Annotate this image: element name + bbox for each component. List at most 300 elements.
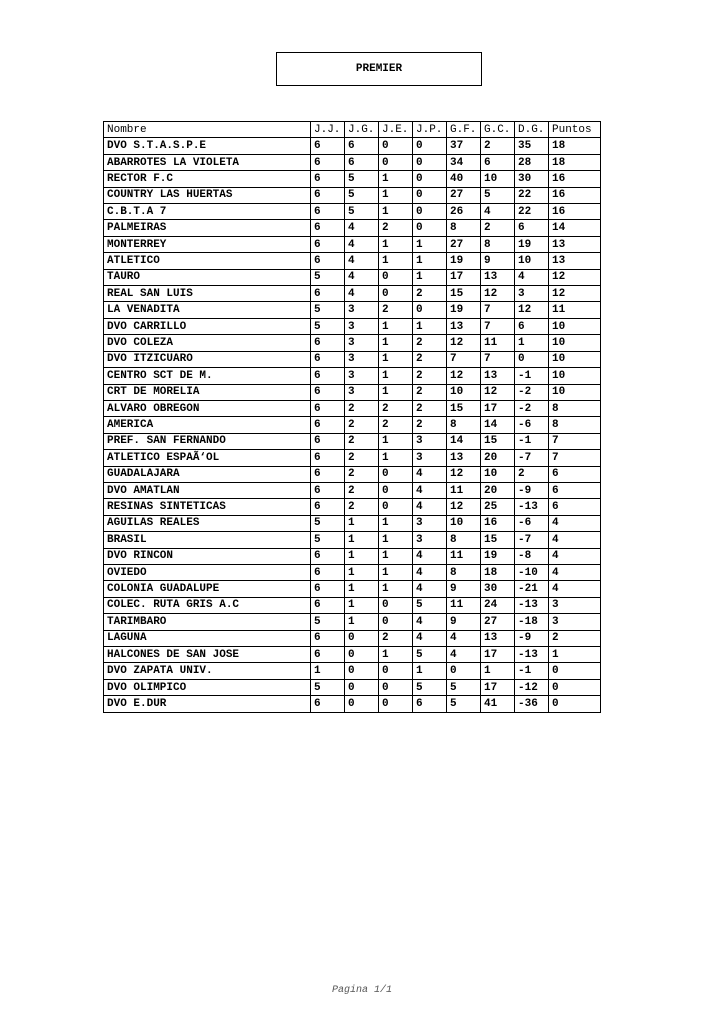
table-header-row — [104, 122, 601, 138]
stat-cell: 12 — [481, 286, 515, 302]
stat-cell: 2 — [413, 286, 447, 302]
stat-cell: 0 — [345, 679, 379, 695]
stat-cell: 2 — [345, 417, 379, 433]
stat-cell: 11 — [447, 548, 481, 564]
stat-cell: 10 — [447, 515, 481, 531]
stat-cell: 6 — [311, 138, 345, 154]
stat-cell: 2 — [345, 482, 379, 498]
team-name-cell: DVO E.DUR — [104, 696, 311, 712]
table-row — [104, 532, 601, 548]
stat-cell: 13 — [481, 368, 515, 384]
table-row — [104, 138, 601, 154]
table-row — [104, 318, 601, 334]
stat-cell: 5 — [413, 647, 447, 663]
stat-cell: 5 — [311, 679, 345, 695]
stat-cell: 2 — [345, 400, 379, 416]
stat-cell: 8 — [447, 532, 481, 548]
table-row — [104, 335, 601, 351]
team-name-cell: DVO CARRILLO — [104, 318, 311, 334]
stat-cell: 0 — [549, 696, 601, 712]
team-name-cell: DVO ZAPATA UNIV. — [104, 663, 311, 679]
stat-cell: 14 — [447, 433, 481, 449]
column-header: J.E. — [379, 122, 413, 138]
stat-cell: 5 — [311, 302, 345, 318]
stat-cell: -18 — [515, 614, 549, 630]
table-row — [104, 269, 601, 285]
stat-cell: 10 — [481, 171, 515, 187]
stat-cell: 1 — [413, 663, 447, 679]
stat-cell: 2 — [413, 384, 447, 400]
stat-cell: 13 — [481, 269, 515, 285]
stat-cell: 11 — [447, 482, 481, 498]
stat-cell: 4 — [549, 515, 601, 531]
stat-cell: 2 — [413, 400, 447, 416]
stat-cell: 6 — [549, 466, 601, 482]
stat-cell: 6 — [311, 335, 345, 351]
team-name-cell: DVO S.T.A.S.P.E — [104, 138, 311, 154]
stat-cell: 2 — [481, 220, 515, 236]
team-name-cell: CENTRO SCT DE M. — [104, 368, 311, 384]
stat-cell: 17 — [481, 400, 515, 416]
stat-cell: 6 — [311, 630, 345, 646]
stat-cell: -12 — [515, 679, 549, 695]
team-name-cell: COLONIA GUADALUPE — [104, 581, 311, 597]
column-header: G.C. — [481, 122, 515, 138]
stat-cell: 1 — [549, 647, 601, 663]
stat-cell: 6 — [311, 236, 345, 252]
stat-cell: 0 — [379, 286, 413, 302]
stat-cell: 9 — [447, 581, 481, 597]
stat-cell: 0 — [413, 171, 447, 187]
table-row — [104, 286, 601, 302]
stat-cell: 6 — [311, 204, 345, 220]
stat-cell: 16 — [549, 171, 601, 187]
stat-cell: 4 — [549, 532, 601, 548]
stat-cell: 1 — [379, 647, 413, 663]
stat-cell: 4 — [549, 548, 601, 564]
table-row — [104, 663, 601, 679]
stat-cell: -13 — [515, 647, 549, 663]
stat-cell: 0 — [345, 663, 379, 679]
stat-cell: 19 — [447, 302, 481, 318]
stat-cell: 7 — [481, 302, 515, 318]
stat-cell: 3 — [413, 532, 447, 548]
stat-cell: 9 — [481, 253, 515, 269]
stat-cell: 18 — [481, 564, 515, 580]
stat-cell: 3 — [345, 351, 379, 367]
stat-cell: 6 — [345, 154, 379, 170]
stat-cell: 2 — [345, 450, 379, 466]
stat-cell: 4 — [515, 269, 549, 285]
stat-cell: 10 — [515, 253, 549, 269]
team-name-cell: ATLETICO ESPAÃ‘OL — [104, 450, 311, 466]
team-name-cell: PREF. SAN FERNANDO — [104, 433, 311, 449]
stat-cell: 5 — [311, 269, 345, 285]
stat-cell: 4 — [413, 581, 447, 597]
stat-cell: 6 — [311, 433, 345, 449]
team-name-cell: LA VENADITA — [104, 302, 311, 318]
table-row — [104, 548, 601, 564]
team-name-cell: OVIEDO — [104, 564, 311, 580]
page-title: PREMIER — [276, 52, 482, 86]
stat-cell: -7 — [515, 532, 549, 548]
stat-cell: 16 — [549, 204, 601, 220]
stat-cell: 28 — [515, 154, 549, 170]
stat-cell: 6 — [311, 368, 345, 384]
stat-cell: 19 — [515, 236, 549, 252]
stat-cell: 11 — [447, 597, 481, 613]
team-name-cell: C.B.T.A 7 — [104, 204, 311, 220]
stat-cell: 10 — [549, 368, 601, 384]
stat-cell: 1 — [379, 450, 413, 466]
stat-cell: 6 — [311, 171, 345, 187]
stat-cell: 1 — [379, 171, 413, 187]
page-footer: Pagina 1/1 — [331, 985, 392, 996]
stat-cell: 0 — [413, 302, 447, 318]
stat-cell: -13 — [515, 499, 549, 515]
table-row — [104, 253, 601, 269]
stat-cell: 6 — [311, 400, 345, 416]
stat-cell: 0 — [413, 138, 447, 154]
stat-cell: 2 — [413, 368, 447, 384]
column-header: J.J. — [311, 122, 345, 138]
stat-cell: 1 — [379, 581, 413, 597]
stat-cell: 30 — [481, 581, 515, 597]
stat-cell: 0 — [379, 679, 413, 695]
stat-cell: 3 — [345, 335, 379, 351]
stat-cell: 2 — [379, 417, 413, 433]
stat-cell: 13 — [447, 450, 481, 466]
stat-cell: 8 — [447, 220, 481, 236]
stat-cell: 1 — [379, 318, 413, 334]
stat-cell: 1 — [311, 663, 345, 679]
stat-cell: 6 — [311, 466, 345, 482]
stat-cell: 5 — [413, 597, 447, 613]
stat-cell: 4 — [549, 581, 601, 597]
stat-cell: -7 — [515, 450, 549, 466]
column-header: J.P. — [413, 122, 447, 138]
stat-cell: 4 — [413, 466, 447, 482]
stat-cell: 1 — [379, 532, 413, 548]
stat-cell: 0 — [345, 696, 379, 712]
stat-cell: 3 — [345, 302, 379, 318]
stat-cell: 3 — [413, 433, 447, 449]
stat-cell: 7 — [481, 318, 515, 334]
table-row — [104, 679, 601, 695]
stat-cell: 0 — [413, 187, 447, 203]
table-row — [104, 236, 601, 252]
table-row — [104, 647, 601, 663]
stat-cell: 5 — [311, 614, 345, 630]
team-name-cell: LAGUNA — [104, 630, 311, 646]
stat-cell: 6 — [311, 220, 345, 236]
stat-cell: 1 — [345, 581, 379, 597]
stat-cell: 5 — [311, 532, 345, 548]
stat-cell: 3 — [345, 368, 379, 384]
stat-cell: 1 — [379, 515, 413, 531]
stat-cell: 1 — [379, 368, 413, 384]
stat-cell: 1 — [413, 236, 447, 252]
team-name-cell: DVO ITZICUARO — [104, 351, 311, 367]
stat-cell: 0 — [345, 630, 379, 646]
team-name-cell: TAURO — [104, 269, 311, 285]
stat-cell: 12 — [447, 335, 481, 351]
stat-cell: 16 — [549, 187, 601, 203]
team-name-cell: GUADALAJARA — [104, 466, 311, 482]
table-row — [104, 171, 601, 187]
stat-cell: 3 — [549, 614, 601, 630]
team-name-cell: AGUILAS REALES — [104, 515, 311, 531]
table-row — [104, 433, 601, 449]
stat-cell: 13 — [549, 253, 601, 269]
stat-cell: 12 — [549, 286, 601, 302]
stat-cell: -21 — [515, 581, 549, 597]
stat-cell: 4 — [345, 236, 379, 252]
stat-cell: 2 — [481, 138, 515, 154]
stat-cell: 6 — [413, 696, 447, 712]
table-row — [104, 368, 601, 384]
column-header: G.F. — [447, 122, 481, 138]
stat-cell: 0 — [379, 269, 413, 285]
stat-cell: 35 — [515, 138, 549, 154]
stat-cell: 1 — [413, 253, 447, 269]
team-name-cell: TARIMBARO — [104, 614, 311, 630]
stat-cell: 6 — [311, 564, 345, 580]
stat-cell: -13 — [515, 597, 549, 613]
stat-cell: 1 — [379, 187, 413, 203]
stat-cell: -6 — [515, 417, 549, 433]
stat-cell: 0 — [447, 663, 481, 679]
team-name-cell: REAL SAN LUIS — [104, 286, 311, 302]
stat-cell: -6 — [515, 515, 549, 531]
stat-cell: 1 — [481, 663, 515, 679]
table-row — [104, 597, 601, 613]
team-name-cell: ALVARO OBREGON — [104, 400, 311, 416]
stat-cell: 7 — [549, 433, 601, 449]
stat-cell: 12 — [447, 368, 481, 384]
stat-cell: 15 — [447, 400, 481, 416]
stat-cell: 6 — [481, 154, 515, 170]
stat-cell: 4 — [345, 220, 379, 236]
stat-cell: 0 — [379, 499, 413, 515]
column-header: Puntos — [549, 122, 601, 138]
stat-cell: 4 — [481, 204, 515, 220]
stat-cell: 1 — [515, 335, 549, 351]
stat-cell: 17 — [447, 269, 481, 285]
table-row — [104, 187, 601, 203]
stat-cell: 1 — [379, 204, 413, 220]
stat-cell: 5 — [311, 515, 345, 531]
stat-cell: 1 — [379, 236, 413, 252]
standings-table — [103, 121, 601, 713]
stat-cell: 4 — [413, 499, 447, 515]
stat-cell: 6 — [311, 548, 345, 564]
stat-cell: 6 — [311, 154, 345, 170]
table-row — [104, 696, 601, 712]
stat-cell: 2 — [413, 351, 447, 367]
stat-cell: 6 — [311, 597, 345, 613]
stat-cell: -1 — [515, 368, 549, 384]
stat-cell: 5 — [345, 204, 379, 220]
team-name-cell: CRT DE MORELIA — [104, 384, 311, 400]
stat-cell: 3 — [345, 384, 379, 400]
stat-cell: 2 — [345, 499, 379, 515]
stat-cell: 19 — [481, 548, 515, 564]
table-row — [104, 351, 601, 367]
stat-cell: 13 — [481, 630, 515, 646]
stat-cell: 0 — [379, 138, 413, 154]
stat-cell: 6 — [515, 220, 549, 236]
stat-cell: 4 — [413, 548, 447, 564]
stat-cell: 1 — [413, 318, 447, 334]
stat-cell: 0 — [379, 614, 413, 630]
stat-cell: 5 — [413, 679, 447, 695]
team-name-cell: AMERICA — [104, 417, 311, 433]
stat-cell: -36 — [515, 696, 549, 712]
stat-cell: 3 — [515, 286, 549, 302]
team-name-cell: DVO RINCON — [104, 548, 311, 564]
stat-cell: 4 — [345, 286, 379, 302]
stat-cell: 5 — [481, 187, 515, 203]
team-name-cell: BRASIL — [104, 532, 311, 548]
stat-cell: 2 — [379, 302, 413, 318]
stat-cell: 4 — [447, 630, 481, 646]
table-row — [104, 384, 601, 400]
stat-cell: 6 — [311, 286, 345, 302]
stat-cell: 6 — [311, 482, 345, 498]
stat-cell: 1 — [345, 515, 379, 531]
stat-cell: 17 — [481, 647, 515, 663]
stat-cell: 8 — [447, 564, 481, 580]
stat-cell: 2 — [413, 335, 447, 351]
stat-cell: -9 — [515, 482, 549, 498]
team-name-cell: COUNTRY LAS HUERTAS — [104, 187, 311, 203]
team-name-cell: RECTOR F.C — [104, 171, 311, 187]
stat-cell: 4 — [549, 564, 601, 580]
table-row — [104, 154, 601, 170]
stat-cell: 0 — [379, 482, 413, 498]
stat-cell: 6 — [311, 187, 345, 203]
stat-cell: 0 — [379, 154, 413, 170]
stat-cell: 40 — [447, 171, 481, 187]
stat-cell: 26 — [447, 204, 481, 220]
stat-cell: 4 — [413, 564, 447, 580]
stat-cell: 22 — [515, 187, 549, 203]
stat-cell: 12 — [447, 466, 481, 482]
stat-cell: 6 — [311, 696, 345, 712]
stat-cell: 3 — [345, 318, 379, 334]
stat-cell: 20 — [481, 482, 515, 498]
stat-cell: 4 — [345, 269, 379, 285]
column-header: Nombre — [104, 122, 311, 138]
stat-cell: 0 — [345, 647, 379, 663]
stat-cell: 6 — [311, 450, 345, 466]
column-header: J.G. — [345, 122, 379, 138]
stat-cell: 6 — [311, 581, 345, 597]
stat-cell: 2 — [345, 433, 379, 449]
stat-cell: 0 — [413, 204, 447, 220]
stat-cell: 18 — [549, 154, 601, 170]
stat-cell: 14 — [549, 220, 601, 236]
stat-cell: -1 — [515, 433, 549, 449]
stat-cell: 2 — [549, 630, 601, 646]
stat-cell: 7 — [447, 351, 481, 367]
stat-cell: 18 — [549, 138, 601, 154]
stat-cell: 1 — [379, 433, 413, 449]
stat-cell: 25 — [481, 499, 515, 515]
stat-cell: -2 — [515, 400, 549, 416]
stat-cell: 5 — [447, 696, 481, 712]
stat-cell: 4 — [413, 482, 447, 498]
stat-cell: 41 — [481, 696, 515, 712]
stat-cell: 1 — [379, 548, 413, 564]
stat-cell: 8 — [447, 417, 481, 433]
stat-cell: 27 — [447, 236, 481, 252]
table-row — [104, 614, 601, 630]
stat-cell: 3 — [413, 450, 447, 466]
stat-cell: 6 — [311, 384, 345, 400]
team-name-cell: ABARROTES LA VIOLETA — [104, 154, 311, 170]
stat-cell: 24 — [481, 597, 515, 613]
team-name-cell: COLEC. RUTA GRIS A.C — [104, 597, 311, 613]
stat-cell: 0 — [549, 679, 601, 695]
table-row — [104, 630, 601, 646]
stat-cell: 0 — [379, 663, 413, 679]
stat-cell: 2 — [379, 630, 413, 646]
column-header: D.G. — [515, 122, 549, 138]
stat-cell: 1 — [379, 564, 413, 580]
stat-cell: 11 — [481, 335, 515, 351]
stat-cell: 6 — [311, 253, 345, 269]
stat-cell: 1 — [379, 351, 413, 367]
stat-cell: 19 — [447, 253, 481, 269]
stat-cell: 0 — [379, 696, 413, 712]
stat-cell: 13 — [549, 236, 601, 252]
team-name-cell: HALCONES DE SAN JOSE — [104, 647, 311, 663]
stat-cell: -1 — [515, 663, 549, 679]
stat-cell: 2 — [379, 220, 413, 236]
stat-cell: 1 — [345, 532, 379, 548]
table-row — [104, 466, 601, 482]
stat-cell: 0 — [549, 663, 601, 679]
stat-cell: 4 — [345, 253, 379, 269]
stat-cell: 0 — [413, 154, 447, 170]
stat-cell: 1 — [345, 614, 379, 630]
stat-cell: 2 — [515, 466, 549, 482]
stat-cell: 6 — [515, 318, 549, 334]
stat-cell: 4 — [447, 647, 481, 663]
stat-cell: 10 — [549, 384, 601, 400]
stat-cell: 10 — [549, 335, 601, 351]
table-row — [104, 450, 601, 466]
stat-cell: 1 — [345, 597, 379, 613]
stat-cell: 12 — [447, 499, 481, 515]
stat-cell: 2 — [413, 417, 447, 433]
team-name-cell: PALMEIRAS — [104, 220, 311, 236]
stat-cell: 27 — [481, 614, 515, 630]
stat-cell: 1 — [379, 253, 413, 269]
stat-cell: 20 — [481, 450, 515, 466]
stat-cell: 1 — [413, 269, 447, 285]
stat-cell: 15 — [447, 286, 481, 302]
stat-cell: 12 — [549, 269, 601, 285]
team-name-cell: ATLETICO — [104, 253, 311, 269]
stat-cell: 6 — [345, 138, 379, 154]
stat-cell: 5 — [345, 171, 379, 187]
table-row — [104, 564, 601, 580]
stat-cell: 16 — [481, 515, 515, 531]
stat-cell: 8 — [481, 236, 515, 252]
